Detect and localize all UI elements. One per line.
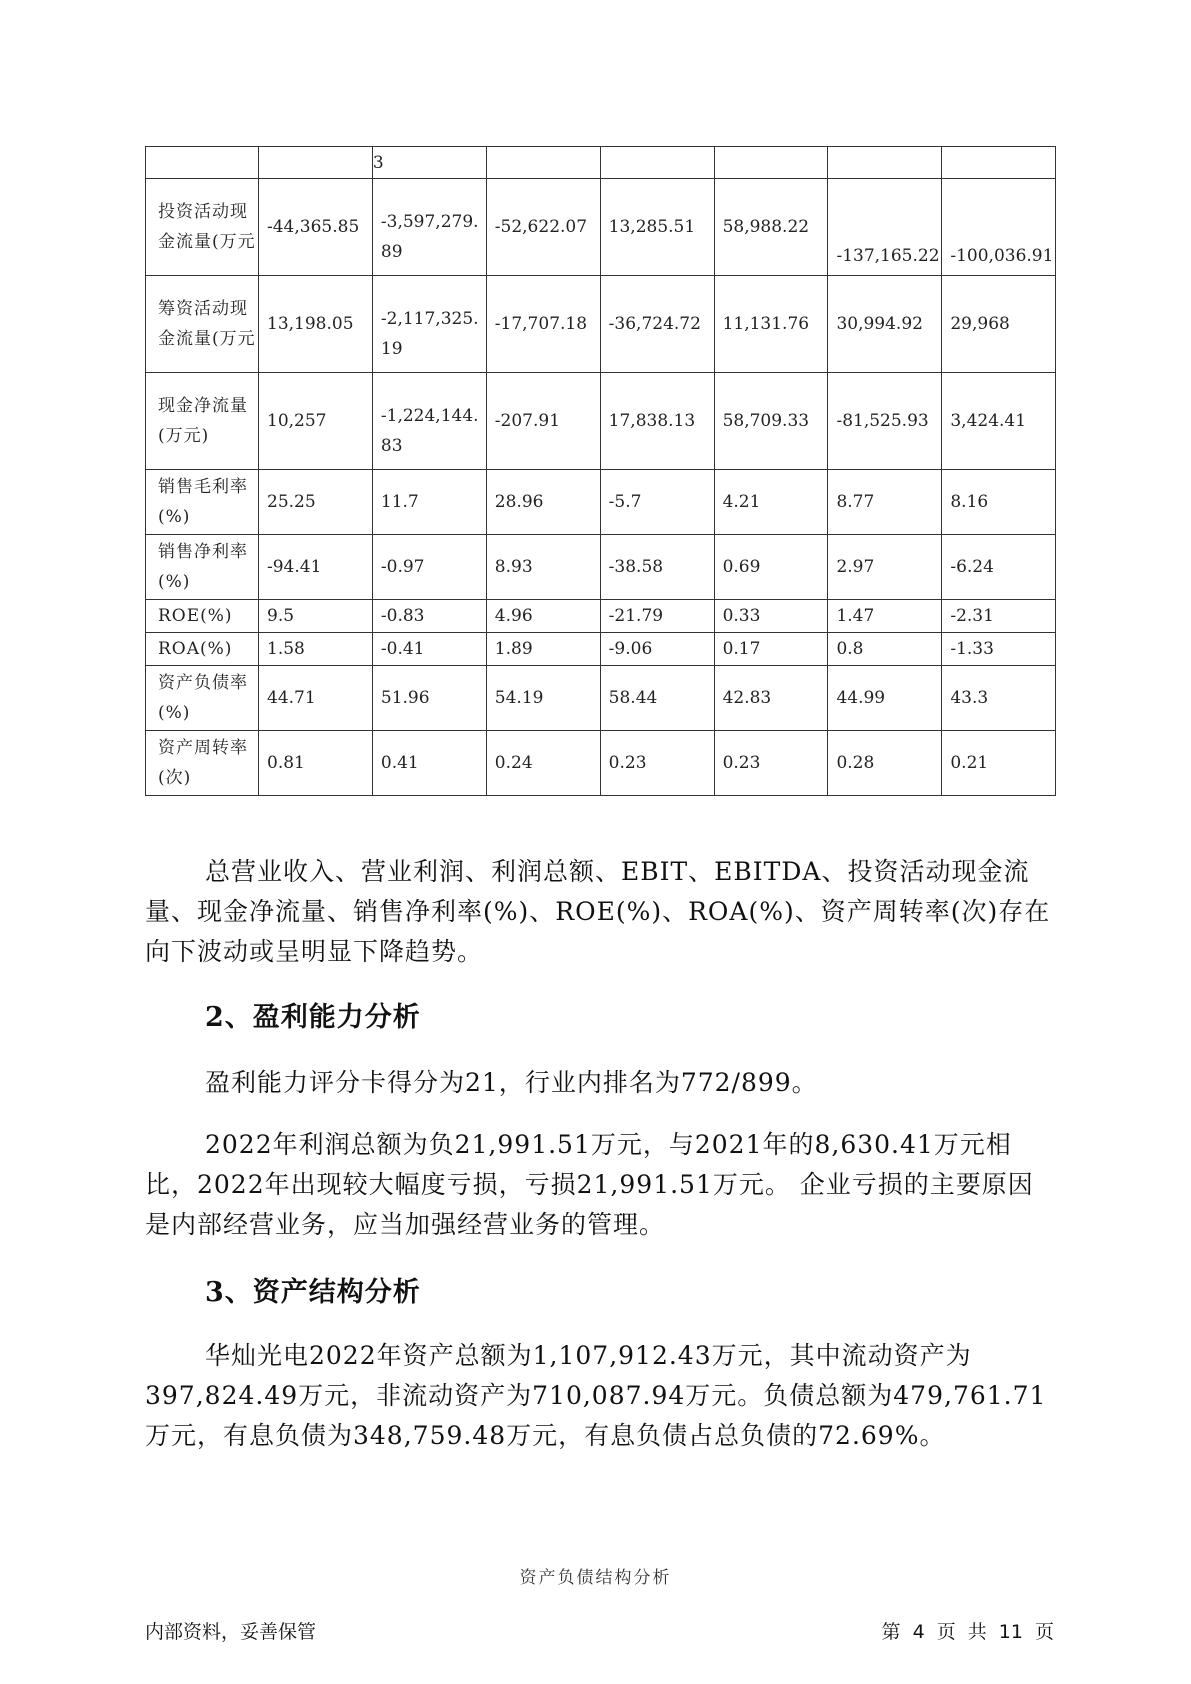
value-cell bbox=[942, 600, 1056, 633]
value-cell bbox=[942, 147, 1056, 179]
cell-value: -3,597,279. 89 bbox=[380, 212, 479, 262]
value-cell bbox=[828, 633, 942, 666]
table-row bbox=[146, 373, 1056, 470]
cell-value: -5.7 bbox=[608, 492, 642, 512]
value-cell bbox=[259, 276, 373, 373]
row-label-cell: ROA(%) bbox=[146, 633, 259, 666]
value-cell bbox=[714, 179, 828, 276]
cell-value: 10,257 bbox=[267, 411, 327, 431]
cell-value: 8.77 bbox=[836, 492, 875, 512]
cell-value: -6.24 bbox=[950, 557, 994, 577]
cell-value: -44,365.85 bbox=[267, 217, 360, 237]
value-cell bbox=[259, 147, 373, 179]
value-cell bbox=[486, 276, 600, 373]
row-label-cell: ROE(%) bbox=[146, 600, 259, 633]
value-cell bbox=[259, 535, 373, 600]
table-row bbox=[146, 633, 1056, 666]
value-cell bbox=[486, 373, 600, 470]
cell-value: 44.99 bbox=[836, 688, 886, 708]
cell-value: 30,994.92 bbox=[836, 314, 923, 334]
row-label-cell: 投资活动现金流量(万元 bbox=[146, 179, 259, 276]
value-cell bbox=[714, 600, 828, 633]
row-label-cell: 销售净利率(%) bbox=[146, 535, 259, 600]
cell-value: 1.89 bbox=[494, 639, 533, 659]
value-cell bbox=[372, 179, 486, 276]
cell-value: 44.71 bbox=[267, 688, 316, 708]
cell-value: 58.44 bbox=[608, 688, 658, 708]
cell-value: 0.81 bbox=[267, 753, 305, 773]
value-cell bbox=[714, 666, 828, 731]
value-cell bbox=[372, 633, 486, 666]
value-cell bbox=[600, 373, 714, 470]
cell-value: -38.58 bbox=[608, 557, 664, 577]
cell-value: 58,709.33 bbox=[722, 411, 810, 431]
value-cell bbox=[372, 731, 486, 796]
value-cell bbox=[259, 666, 373, 731]
value-cell bbox=[714, 373, 828, 470]
cell-value: 8.16 bbox=[950, 492, 989, 512]
cell-value: 0.28 bbox=[836, 753, 875, 773]
cell-value: -81,525.93 bbox=[836, 411, 929, 431]
cell-value: 43.3 bbox=[950, 688, 989, 708]
cell-value: 54.19 bbox=[494, 688, 544, 708]
cell-value: -137,165.22 bbox=[836, 246, 940, 266]
value-cell bbox=[714, 633, 828, 666]
value-cell bbox=[714, 147, 828, 179]
cell-value: 0.8 bbox=[836, 639, 864, 659]
cell-value: 13,198.05 bbox=[267, 314, 354, 334]
cell-value: -36,724.72 bbox=[608, 314, 701, 334]
value-cell bbox=[600, 600, 714, 633]
cell-value: -21.79 bbox=[608, 606, 664, 626]
cell-value: 3 bbox=[372, 153, 384, 173]
cell-value: 58,988.22 bbox=[722, 217, 810, 237]
row-label-cell: 资产周转率(次) bbox=[146, 731, 259, 796]
profitability-score-paragraph: 盈利能力评分卡得分为21，行业内排名为772/899。 bbox=[205, 1068, 818, 1097]
cell-value: -100,036.91 bbox=[950, 246, 1054, 266]
value-cell bbox=[259, 600, 373, 633]
cell-value: 11,131.76 bbox=[722, 314, 810, 334]
cell-value: -52,622.07 bbox=[494, 217, 588, 237]
cell-value: 29,968 bbox=[950, 314, 1010, 334]
table-body bbox=[146, 147, 1056, 796]
value-cell bbox=[714, 470, 828, 535]
cell-value: 51.96 bbox=[380, 688, 430, 708]
value-cell bbox=[828, 600, 942, 633]
cell-value: 9.5 bbox=[267, 606, 295, 626]
value-cell bbox=[486, 147, 600, 179]
cell-value: -1.33 bbox=[950, 639, 994, 659]
cell-value: 4.21 bbox=[722, 492, 761, 512]
cell-value: 42.83 bbox=[722, 688, 772, 708]
profit-total-paragraph: 2022年利润总额为负21,991.51万元，与2021年的8,630.41万元相比，2022年出现较大幅度亏损，亏损21,991.51万元。 企业亏损的主要原因是内部经营业务，应当加强经营业务的管理。 bbox=[145, 1130, 1034, 1239]
cell-value: 1.47 bbox=[836, 606, 875, 626]
cell-value: 0.17 bbox=[722, 639, 761, 659]
cell-value: 0.24 bbox=[494, 753, 533, 773]
value-cell bbox=[714, 535, 828, 600]
value-cell bbox=[828, 179, 942, 276]
value-cell bbox=[372, 666, 486, 731]
value-cell bbox=[714, 276, 828, 373]
table-row bbox=[146, 731, 1056, 796]
value-cell bbox=[942, 535, 1056, 600]
value-cell bbox=[600, 633, 714, 666]
value-cell bbox=[942, 179, 1056, 276]
cell-value: 2.97 bbox=[836, 557, 875, 577]
value-cell bbox=[372, 276, 486, 373]
value-cell bbox=[600, 535, 714, 600]
value-cell bbox=[259, 470, 373, 535]
value-cell bbox=[600, 147, 714, 179]
row-label-cell bbox=[146, 147, 259, 179]
footer-page-number: 第 4 页 共 11 页 bbox=[881, 1621, 1054, 1643]
asset-structure-paragraph: 华灿光电2022年资产总额为1,107,912.43万元，其中流动资产为397,824.49万元，非流动资产为710,087.94万元。负债总额为479,761.71万元，有息负债为348,759.48万元，有息负债占总负债的72.69%。 bbox=[145, 1341, 1047, 1450]
cell-value: 0.69 bbox=[722, 557, 761, 577]
table-row bbox=[146, 147, 1056, 179]
value-cell bbox=[600, 470, 714, 535]
cell-value: 0.33 bbox=[722, 606, 761, 626]
value-cell bbox=[600, 276, 714, 373]
value-cell bbox=[828, 535, 942, 600]
value-cell bbox=[372, 147, 486, 179]
summary-paragraph: 总营业收入、营业利润、利润总额、EBIT、EBITDA、投资活动现金流量、现金净流量、销售净利率(%)、ROE(%)、ROA(%)、资产周转率(次)存在向下波动或呈明显下降趋势。 bbox=[145, 857, 1051, 966]
cell-value: -1,224,144. 83 bbox=[380, 406, 479, 456]
value-cell bbox=[372, 373, 486, 470]
cell-value: 0.23 bbox=[608, 753, 647, 773]
cell-value: 11.7 bbox=[380, 492, 419, 512]
table-row bbox=[146, 666, 1056, 731]
value-cell bbox=[828, 470, 942, 535]
value-cell bbox=[259, 633, 373, 666]
row-label-cell: 筹资活动现金流量(万元 bbox=[146, 276, 259, 373]
value-cell bbox=[942, 666, 1056, 731]
value-cell bbox=[486, 535, 600, 600]
cell-value: 28.96 bbox=[494, 492, 544, 512]
value-cell bbox=[486, 731, 600, 796]
value-cell bbox=[372, 600, 486, 633]
value-cell bbox=[942, 470, 1056, 535]
value-cell bbox=[259, 373, 373, 470]
cell-value: -0.83 bbox=[380, 606, 425, 626]
cell-value: 0.21 bbox=[950, 753, 989, 773]
cell-value: 4.96 bbox=[494, 606, 533, 626]
row-label-cell: 销售毛利率(%) bbox=[146, 470, 259, 535]
value-cell bbox=[600, 731, 714, 796]
chart-caption: 资产负债结构分析 bbox=[519, 1568, 672, 1588]
value-cell bbox=[486, 179, 600, 276]
value-cell bbox=[942, 731, 1056, 796]
value-cell bbox=[942, 276, 1056, 373]
cell-value: 1.58 bbox=[267, 639, 305, 659]
value-cell bbox=[828, 147, 942, 179]
cell-value: -2,117,325. 19 bbox=[380, 309, 479, 359]
value-cell bbox=[259, 731, 373, 796]
value-cell bbox=[828, 373, 942, 470]
cell-value: -0.41 bbox=[380, 639, 425, 659]
value-cell bbox=[486, 666, 600, 731]
value-cell bbox=[828, 276, 942, 373]
value-cell bbox=[714, 731, 828, 796]
table-row bbox=[146, 535, 1056, 600]
cell-value: 0.23 bbox=[722, 753, 761, 773]
footer-confidential-note: 内部资料，妥善保管 bbox=[145, 1621, 317, 1643]
value-cell bbox=[600, 179, 714, 276]
cell-value: -0.97 bbox=[380, 557, 425, 577]
cell-value: -94.41 bbox=[267, 557, 322, 577]
value-cell bbox=[600, 666, 714, 731]
cell-value: 25.25 bbox=[267, 492, 316, 512]
value-cell bbox=[486, 633, 600, 666]
cell-value: 0.41 bbox=[380, 753, 419, 773]
row-label-cell: 现金净流量(万元) bbox=[146, 373, 259, 470]
table-row bbox=[146, 179, 1056, 276]
value-cell bbox=[372, 470, 486, 535]
cell-value: 3,424.41 bbox=[950, 411, 1027, 431]
value-cell bbox=[942, 373, 1056, 470]
section-heading-asset-structure: 3、资产结构分析 bbox=[205, 1277, 421, 1308]
cell-value: 17,838.13 bbox=[608, 411, 696, 431]
value-cell bbox=[486, 600, 600, 633]
section-heading-profitability: 2、盈利能力分析 bbox=[205, 1002, 421, 1033]
cell-value: -9.06 bbox=[608, 639, 653, 659]
value-cell bbox=[828, 666, 942, 731]
row-label-cell: 资产负债率(%) bbox=[146, 666, 259, 731]
value-cell bbox=[372, 535, 486, 600]
value-cell bbox=[828, 731, 942, 796]
financial-indicators-table bbox=[145, 146, 1056, 796]
value-cell bbox=[486, 470, 600, 535]
cell-value: -207.91 bbox=[494, 411, 561, 431]
cell-value: -17,707.18 bbox=[494, 314, 588, 334]
cell-value: 13,285.51 bbox=[608, 217, 696, 237]
table-row bbox=[146, 600, 1056, 633]
value-cell bbox=[259, 179, 373, 276]
table-row bbox=[146, 470, 1056, 535]
cell-value: 8.93 bbox=[494, 557, 533, 577]
table-row bbox=[146, 276, 1056, 373]
value-cell bbox=[942, 633, 1056, 666]
cell-value: -2.31 bbox=[950, 606, 994, 626]
